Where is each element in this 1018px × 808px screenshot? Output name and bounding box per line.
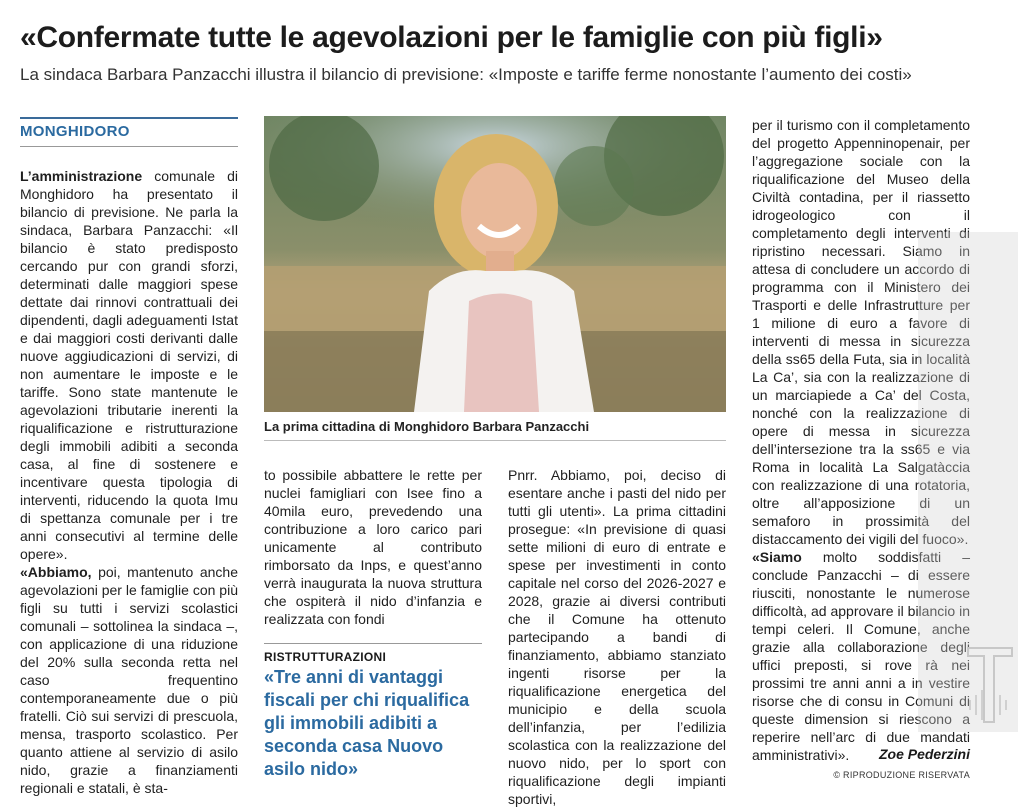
author-signature: Zoe Pederzini [878, 746, 970, 762]
column-1 [20, 167, 238, 797]
box-tag: RISTRUTTURAZIONI [264, 650, 387, 664]
subheadline: La sindaca Barbara Panzacchi illustra il bilancio di previsione: «Imposte e tariffe ferme nonostante l’aumento dei costi» [20, 65, 912, 84]
section-tag: MONGHIDORO [20, 123, 130, 140]
paragraph-2-text: poi, mantenuto anche agevolazioni per le famiglie con più figli su tutti i servizi scolastici comunali – sottolinea la sindaca –, con applicazione di una riduzione del 20% sulla seconda retta nel caso frequentino contemporaneamente due o più fratelli. Ciò sui servizi di prescuola, mensa, trasporto scolastico. Per quanto attiene al servizio di asilo nido, grazie a finanziamenti regionali e statali, è sta- [20, 564, 238, 796]
section-bar [20, 117, 238, 119]
photo-barbara-panzacchi [264, 116, 726, 412]
headline: «Confermate tutte le agevolazioni per le famiglie con più figli» [20, 21, 883, 54]
paragraph-1-text: comunale di Monghidoro ha presentato il bilancio di previsione. Ne parla la sindaca, Barbara Panzacchi: «Il bilancio è stato predisposto cercando pur con grandi sforzi, determinati dalle maggiori spese dettate dai rinnovi contrattuali dei dipendenti, dagli adeguamenti Istat e dai maggiori costi derivanti dalle nuove aggiudicazioni di servizi, di non aumentare le imposte e le tariffe. Sono state mantenute le agevolazioni tributarie inerenti la riqualificazione e ristrutturazione degli immobili adibiti a seconda casa, al fine di sostenere e incentivare questa tipologia di interventi, riducendo la quota Imu di spettanza comunale per i tre anni consecutivi al termine delle opere». [20, 168, 238, 562]
box-divider [264, 643, 482, 644]
column-2-text: to possibile abbattere le rette per nuclei famigliari con Isee fino a 40mila euro, prevedendo una contribuzione a loro carico pari unicamente al contributo rimborsato da Inps, e quest’anno verrà inaugurata la nuova struttura che ospiterà il nido d’infanzia e realizzata con fondi [264, 467, 482, 627]
paragraph-2 [20, 563, 238, 797]
photo-caption: La prima cittadina di Monghidoro Barbara Panzacchi [264, 419, 590, 434]
paragraph-2-lead: «Abbiamo, [20, 564, 92, 580]
paragraph-1 [20, 167, 238, 563]
column-2 [264, 466, 482, 628]
column-4-paragraph-2-lead: «Siamo [752, 549, 802, 565]
column-3-text: Pnrr. Abbiamo, poi, deciso di esentare anche i pasti del nido per tutti gli utenti». La prima cittadini prosegue: «In previsione di quasi sette milioni di euro di entrate e spese per investimenti in conto capitale nel corso del 2026-2027 e 2028, grazie ai diversi contributi che il Comune ha ottenuto partecipando a bandi di finanziamento, abbiamo stanziato ingenti risorse per la riqualificazione energetica del municipio e della scuola dell’infanzia, per l’edilizia scolastica con la realizzazione del nuovo nido, per lo sport con riqualificazione degli impianti sportivi, [508, 467, 726, 807]
caption-divider [264, 440, 726, 441]
column-4-paragraph-1: per il turismo con il completamento del progetto Appenninopenair, per l’aggregazione sociale con la riqualificazione del Museo della Civiltà contadina, per il riassetto idrogeologico con il completamento degli interventi di ripristino necessari. Siamo in attesa di concludere un accordo di programma con il Ministero dei Trasporti e delle Infrastrutture per 1 milione di euro a favore di interventi di messa in sicurezza della ss65 della Futa, sia in località La Ca’, sia con la realizzazione di un marciapiede a Ca’ del Costa, nonché con la realizzazione di opere di messa in sicurezza dell’intersezione tra la ss65 e via Roma in località La Salgatàccia con realizzazione di una rotatoria, oltre all’apposizione di un semaforo in prossimità del distaccamento dei vigili del fuoco». [752, 117, 970, 547]
watermark-logo-icon [960, 640, 1018, 730]
column-3 [508, 466, 726, 808]
photo-illustration [264, 116, 726, 412]
box-title: «Tre anni di vantaggi fiscali per chi riqualifica gli immobili adibiti a seconda casa Nuovo asilo nido» [264, 667, 470, 779]
column-4-paragraph-2-text: molto soddisfatti – conclude Panzacchi – di essere riusciti, nonostante le numerose difficoltà, ad approvare il bilancio in tempi celeri. Il Comune, anche grazie alla collaborazione degli uffici preposti, si rove rà nei prossimi tre anni anni a in vestire risorse che di consu in Comuni di queste dimension si riescono a reperire nell’arc di due mandati amministrativi». [752, 549, 970, 763]
paragraph-1-lead: L’amministrazione [20, 168, 143, 184]
copyright-notice: © RIPRODUZIONE RISERVATA [833, 770, 970, 780]
section-divider [20, 146, 238, 147]
